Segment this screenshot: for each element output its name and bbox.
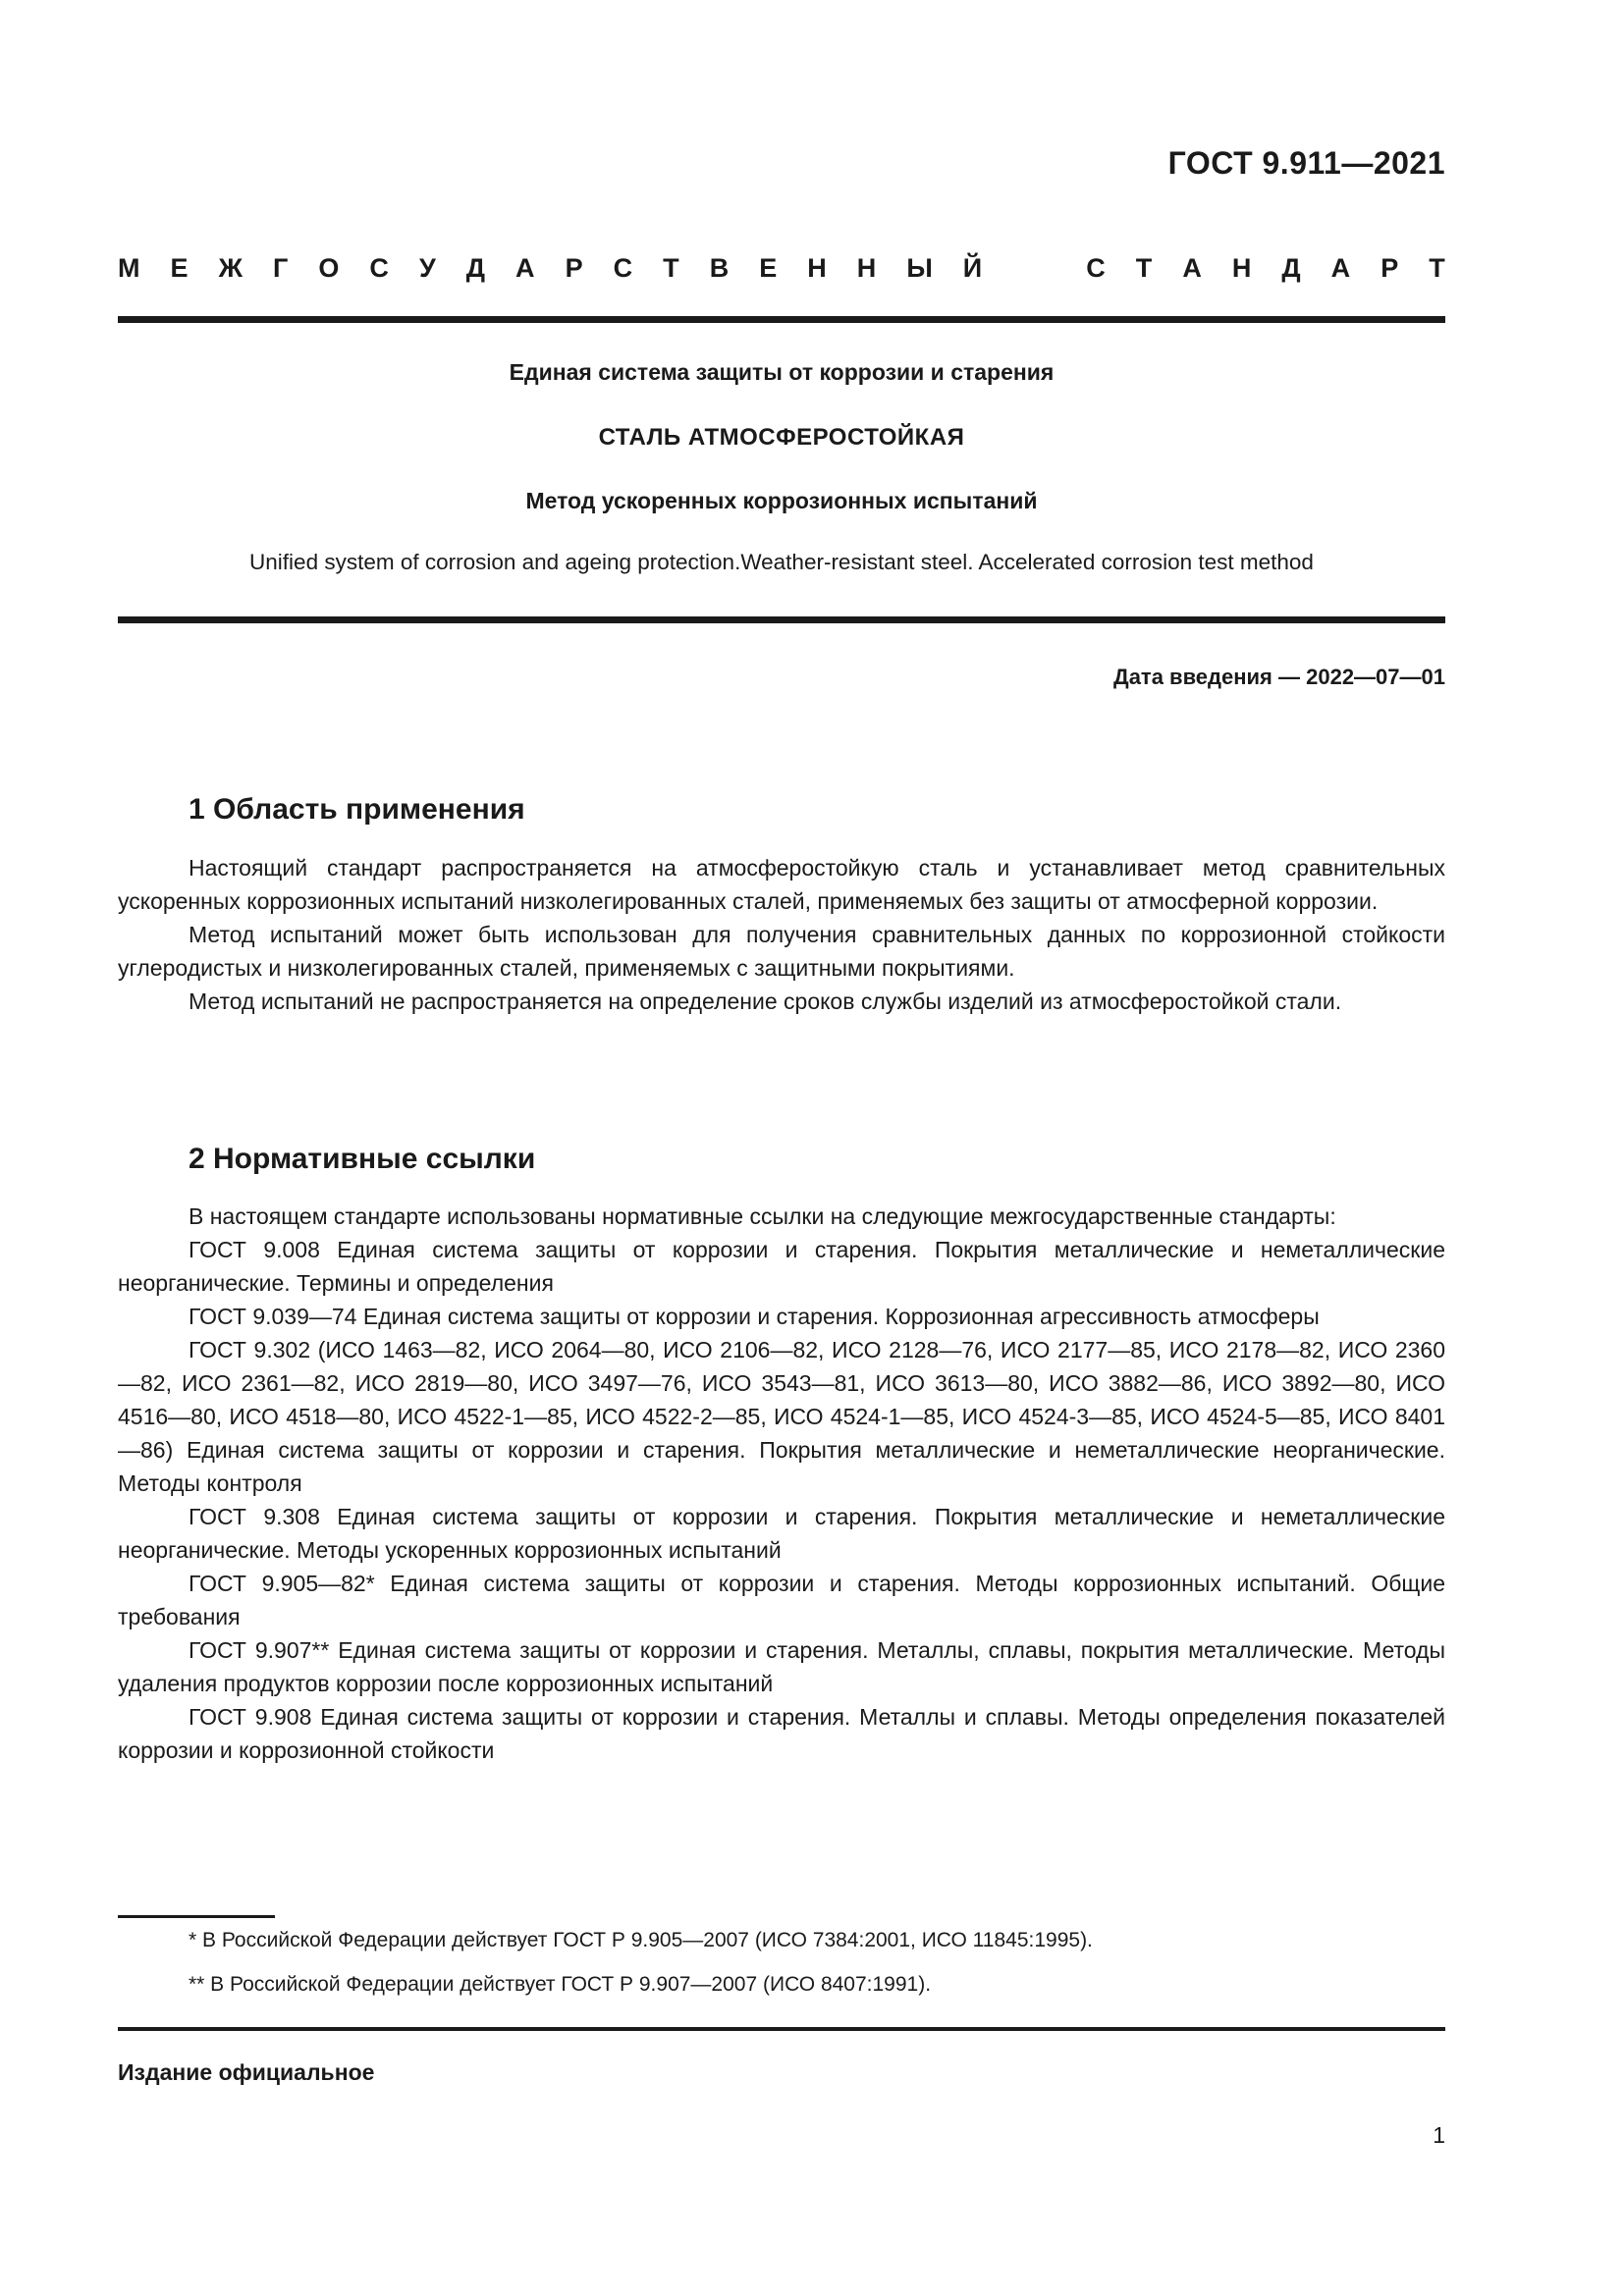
title-subtitle: Метод ускоренных коррозионных испытаний [525, 488, 1038, 513]
title-english: Unified system of corrosion and ageing protection.Weather-resistant steel. Accelerated corrosion test method [249, 550, 1314, 574]
reference-item: ГОСТ 9.008 Единая система защиты от коррозии и старения. Покрытия металлические и неметаллические неорганические. Термины и определения [118, 1237, 1445, 1296]
paragraph: Метод испытаний может быть использован для получения сравнительных данных по коррозионной стойкости углеродистых и низколегированных сталей, применяемых с защитными покрытиями. [118, 922, 1445, 981]
reference-item: ГОСТ 9.308 Единая система защиты от коррозии и старения. Покрытия металлические и неметаллические неорганические. Методы ускоренных коррозионных испытаний [118, 1504, 1445, 1563]
footnote-1: * В Российской Федерации действует ГОСТ Р 9.905—2007 (ИСО 7384:2001, ИСО 11845:1995). [189, 1929, 1093, 1951]
title-series: Единая система защиты от коррозии и старения [509, 359, 1055, 385]
reference-item: ГОСТ 9.039—74 Единая система защиты от коррозии и старения. Коррозионная агрессивность атмосферы [189, 1304, 1320, 1329]
edition-label: Издание официальное [118, 2059, 375, 2085]
paragraph: Метод испытаний не распространяется на определение сроков службы изделий из атмосферостойкой стали. [189, 988, 1342, 1014]
standard-kind: М Е Ж Г О С У Д А Р С Т В Е Н Н Ы Й С Т А Н Д А Р Т [118, 253, 1445, 283]
footnote-rule [118, 1915, 275, 1918]
footnote-2: ** В Российской Федерации действует ГОСТ Р 9.907—2007 (ИСО 8407:1991). [189, 1973, 932, 1996]
paragraph: Настоящий стандарт распространяется на атмосферостойкую сталь и устанавливает метод сравнительных ускоренных коррозионных испытаний низколегированных сталей, применяемых без защиты от атмосферной коррозии. [118, 855, 1445, 914]
section-2-body [118, 1200, 1445, 1767]
reference-item: ГОСТ 9.907** Единая система защиты от коррозии и старения. Металлы, сплавы, покрытия металлические. Методы удаления продуктов коррозии после коррозионных испытаний [118, 1637, 1445, 1696]
reference-item: ГОСТ 9.302 (ИСО 1463—82, ИСО 2064—80, ИСО 2106—82, ИСО 2128—76, ИСО 2177—85, ИСО 2178—82, ИСО 2360—82, ИСО 2361—82, ИСО 2819—80, ИСО 3497—76, ИСО 3543—81, ИСО 3613—80, ИСО 3882—86, ИСО 3892—80, ИСО 4516—80, ИСО 4518—80, ИСО 4522-1—85, ИСО 4522-2—85, ИСО 4524-1—85, ИСО 4524-3—85, ИСО 4524-5—85, ИСО 8401—86) Единая система защиты от коррозии и старения. Покрытия металлические и неметаллические неорганические. Методы контроля [118, 1337, 1445, 1496]
section-1-heading: 1 Область применения [189, 793, 525, 826]
reference-item: ГОСТ 9.908 Единая система защиты от коррозии и старения. Металлы и сплавы. Методы определения показателей коррозии и коррозионной стойкости [118, 1704, 1445, 1763]
document-page [118, 0, 1445, 2296]
footer-rule [118, 2027, 1445, 2031]
paragraph: В настоящем стандарте использованы нормативные ссылки на следующие межгосударственные стандарты: [189, 1203, 1336, 1229]
section-1-body [118, 851, 1445, 1018]
page-number: 1 [1433, 2122, 1445, 2148]
title-main: СТАЛЬ АТМОСФЕРОСТОЙКАЯ [598, 424, 965, 451]
title-rule [118, 616, 1445, 623]
header-rule [118, 316, 1445, 323]
intro-date: Дата введения — 2022—07—01 [1113, 665, 1445, 689]
standard-code: ГОСТ 9.911—2021 [1167, 145, 1445, 181]
section-2-heading: 2 Нормативные ссылки [189, 1143, 536, 1175]
reference-item: ГОСТ 9.905—82* Единая система защиты от коррозии и старения. Методы коррозионных испытаний. Общие требования [118, 1571, 1445, 1629]
